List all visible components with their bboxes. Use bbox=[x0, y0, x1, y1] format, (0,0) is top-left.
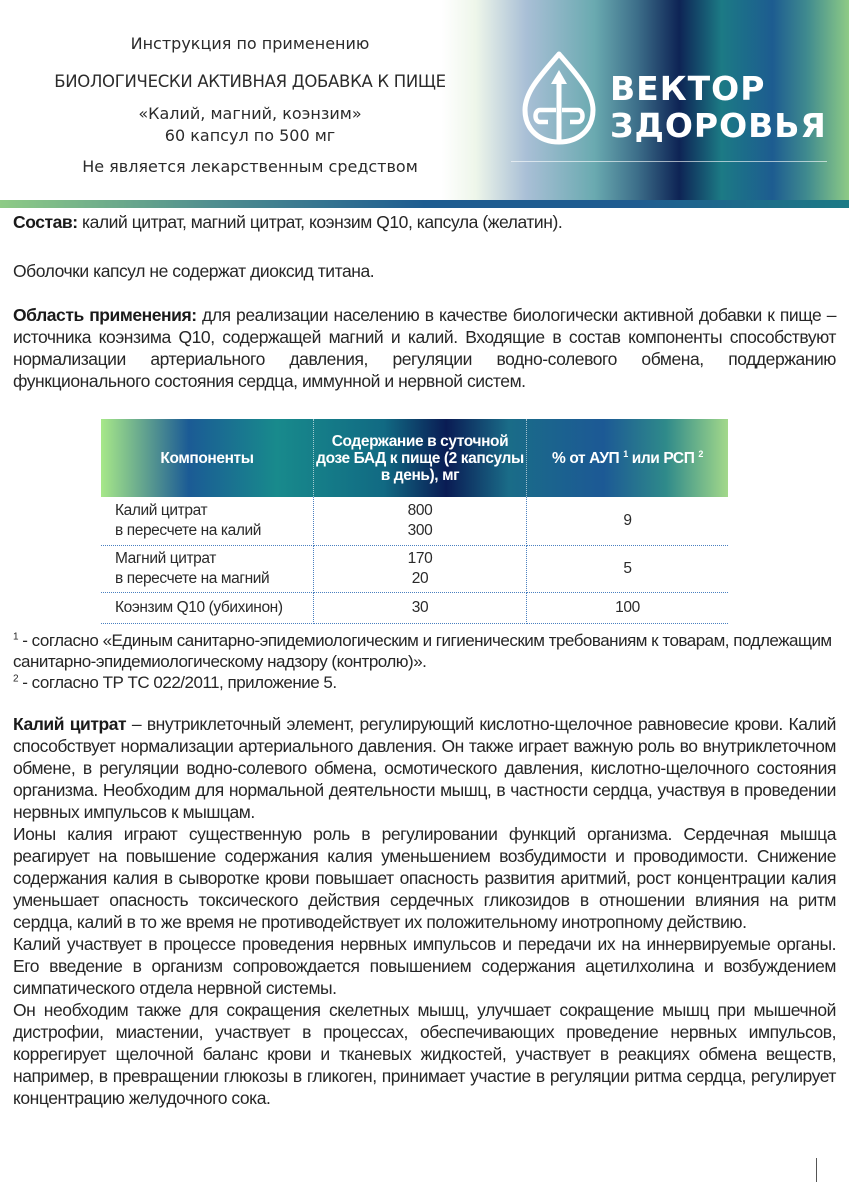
composition-table bbox=[101, 419, 728, 624]
component-content: 30 bbox=[314, 593, 527, 624]
brand-logo-text bbox=[610, 70, 827, 144]
instruction-title: Инструкция по применению bbox=[130, 34, 370, 53]
component-percent: 100 bbox=[527, 593, 729, 624]
potassium-paragraph-4: Он необходим также для сокращения скелетных мышц, улучшает сокращение мышц при мышечной дистрофии, миастении, участвует в процессах, обеспечивающих проведение нервных импульсов, коррегирует щелочной баланс крови и тканевых жидкостей, участвует в реакциях обмена веществ, например, в превращении глюкозы в гликоген, принимает участие в регуляции ритма сердца, регулирует концентрацию желудочного сока. bbox=[13, 1000, 836, 1108]
header-daily-content: Содержание в суточной дозе БАД к пище (2 капсулы в день), мг bbox=[314, 419, 527, 497]
page-number bbox=[806, 1160, 826, 1161]
potassium-paragraph-2: Ионы калия играют существенную роль в регулировании функций организма. Сердечная мышца реагирует на повышение содержания калия уменьшением возбудимости и проводимости. Снижение содержания калия в сыворотке крови повышает опасность развития аритмий, рост концентрации калия уменьшает опасность токсического действия сердечных гликозидов в отношении влияния на ритм сердца, калий в то же время не противодействует их положительному инотропному действию. bbox=[13, 824, 836, 932]
table-row bbox=[101, 546, 728, 593]
component-content: 170 20 bbox=[314, 546, 527, 593]
page-number-marker bbox=[816, 1158, 817, 1182]
component-name: Коэнзим Q10 (убихинон) bbox=[101, 593, 314, 624]
component-name: Магний цитрат в пересчете на магний bbox=[101, 546, 314, 593]
table-row bbox=[101, 497, 728, 546]
header-components: Компоненты bbox=[101, 419, 314, 497]
drop-sprout-arrow-icon bbox=[520, 50, 598, 146]
potassium-paragraph-3: Калий участвует в процессе проведения нервных импульсов и передачи их на иннервируемые органы. Его введение в организм сопровождается повышением содержания ацетилхолина и возбуждением симпатического отдела нервной системы. bbox=[13, 934, 836, 998]
composition-text: калий цитрат, магний цитрат, коэнзим Q10, капсула (желатин). bbox=[77, 212, 563, 232]
composition-paragraph bbox=[13, 211, 836, 233]
capsule-shell-note: Оболочки капсул не содержат диоксид титана. bbox=[13, 261, 375, 281]
footnote-1: $^1$ - согласно «Единым санитарно-эпидемиологическим и гигиеническим требованиям к товарам, подлежащим санитарно-эпидемиологическому надзору (контролю)». bbox=[13, 631, 832, 671]
brand-line-1: ВЕКТОР bbox=[610, 69, 766, 108]
composition-label: Состав: bbox=[13, 212, 78, 232]
component-name: Калий цитрат в пересчете на калий bbox=[101, 497, 314, 546]
brand-divider bbox=[511, 161, 827, 162]
potassium-paragraph-1: Калий цитрат – внутриклеточный элемент, регулирующий кислотно-щелочное равновесие крови. Калий способствует нормализации артериального давления. Он также играет важную роль во внутриклеточном обмене, в регуляции водно-солевого обмена, осмотического давления, кислотно-щелочного состояния организма. Необходим для нормальной деятельности мышц, в частности сердца, участвуя в проведении нервных импульсов к мышцам. bbox=[13, 714, 836, 822]
footnotes bbox=[13, 630, 836, 693]
brand-line-2: ЗДОРОВЬЯ bbox=[610, 106, 827, 145]
component-percent: 5 bbox=[527, 546, 729, 593]
application-paragraph bbox=[13, 304, 836, 392]
product-package: 60 капсул по 500 мг bbox=[164, 126, 336, 145]
footnote-2: $^2$ - согласно ТР ТС 022/2011, приложение 5. bbox=[13, 673, 337, 692]
table-header-row bbox=[101, 419, 728, 497]
header-banner bbox=[0, 0, 849, 200]
component-percent: 9 bbox=[527, 497, 729, 546]
header-stripe bbox=[0, 200, 849, 208]
application-text: для реализации населению в качестве биологически активной добавки к пище – источника коэнзима Q10, содержащей магний и калий. Входящие в состав компоненты способствуют нормализации артериального давления, регуляции водно-солевого обмена, поддержанию функционального состояния сердца, иммунной и нервной систем. bbox=[13, 305, 836, 391]
table-row bbox=[101, 593, 728, 624]
not-medicine-note: Не является лекарственным средством bbox=[82, 157, 418, 176]
application-label: Область применения: bbox=[13, 305, 197, 325]
potassium-citrate-section bbox=[13, 713, 836, 1109]
product-category: БИОЛОГИЧЕСКИ АКТИВНАЯ ДОБАВКА К ПИЩЕ bbox=[54, 72, 446, 91]
header-percent: % от АУП $^1$ или РСП $^2$ bbox=[552, 448, 703, 467]
product-name: «Калий, магний, коэнзим» bbox=[138, 104, 362, 123]
component-content: 800 300 bbox=[314, 497, 527, 546]
